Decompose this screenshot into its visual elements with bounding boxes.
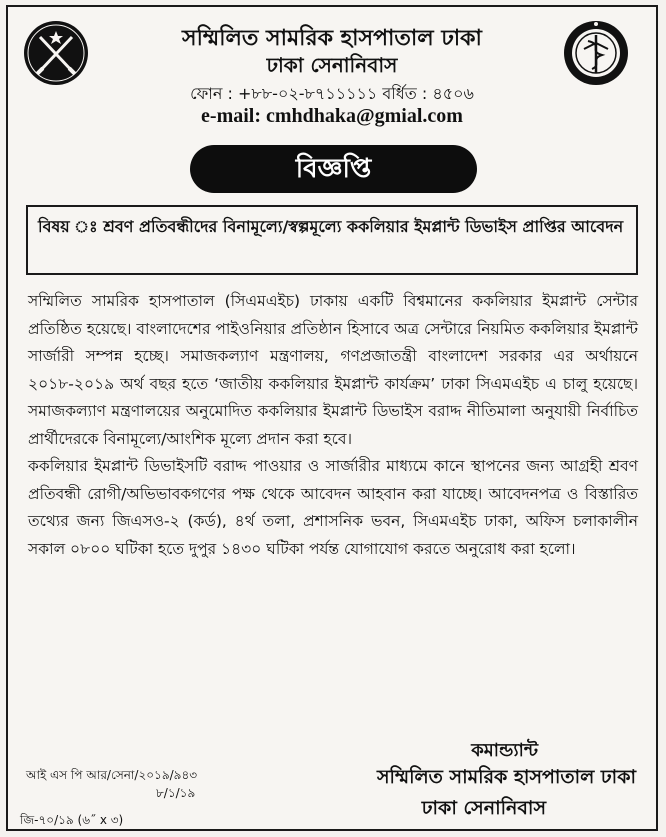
subject-box: বিষয় ঃ শ্রবণ প্রতিবন্ধীদের বিনামূল্যে/স্বল্পমূল্যে ককলিয়ার ইমপ্লান্ট ডিভাইস প্রাপ্তির আবেদন — [26, 205, 638, 275]
header-phone: ফোন : +৮৮-০২-৮৭১১১১১ বর্ধিত : ৪৫০৬ — [190, 84, 474, 103]
notice-body — [28, 288, 638, 563]
header-email: e-mail: cmhdhaka@gmial.com — [201, 105, 463, 127]
signature-location: ঢাকা সেনানিবাস — [421, 797, 546, 819]
reference-date: ৮/১/১৯ — [156, 786, 196, 800]
notice-page — [6, 5, 658, 831]
body-paragraph-1: সম্মিলিত সামরিক হাসপাতাল (সিএমএইচ) ঢাকায় একটি বিশ্বমানের ককলিয়ার ইমপ্লান্ট সেন্টার প্রতিষ্ঠিত হয়েছে। বাংলাদেশের পাইওনিয়ার প্রতিষ্ঠান হিসাবে অত্র সেন্টারে নিয়মিত ককলিয়ার ইমপ্লান্ট সার্জারী সম্পন্ন হচ্ছে। সমাজকল্যাণ মন্ত্রণালয়, গণপ্রজাতন্ত্রী বাংলাদেশ সরকার এর অর্থায়নে ২০১৮-২০১৯ অর্থ বছর হতে ‘জাতীয় ককলিয়ার ইমপ্লান্ট কার্যক্রম’ ঢাকা সিএমএইচ এ চালু হয়েছে। সমাজকল্যাণ মন্ত্রণালয়ের অনুমোদিত ককলিয়ার ইমপ্লান্ট ডিভাইস বরাদ্দ নীতিমালা অনুযায়ী নির্বাচিত প্রার্থীদেরকে বিনামূল্যে/আংশিক মূল্যে প্রদান করা হবে। — [28, 292, 638, 448]
signature-designation: কমান্ড্যান্ট — [471, 740, 538, 761]
header-location: ঢাকা সেনানিবাস — [266, 53, 398, 77]
header-org-name: সম্মিলিত সামরিক হাসপাতাল ঢাকা — [182, 26, 482, 51]
ispr-reference-number: আই এস পি আর/সেনা/২০১৯/৯৪৩ — [26, 768, 198, 782]
notice-title: বিজ্ঞপ্তি — [190, 145, 477, 193]
gd-code: জি-৭০/১৯ (৬˝ x ৩) — [20, 813, 124, 827]
signature-org-name: সম্মিলিত সামরিক হাসপাতাল ঢাকা — [376, 766, 636, 788]
body-paragraph-2: ককলিয়ার ইমপ্লান্ট ডিভাইসটি বরাদ্দ পাওয়ার ও সার্জারীর মাধ্যমে কানে স্থাপনের জন্য আগ্রহী শ্রবণ প্রতিবন্ধী রোগী/অভিভাবকগণের পক্ষ থেকে আবেদন আহবান করা যাচ্ছে। আবেদনপত্র ও বিস্তারিত তথ্যের জন্য জিএসও-২ (কর্ড), ৪র্থ তলা, প্রশাসনিক ভবন, সিএমএইচ ঢাকা, অফিস চলাকালীন সকাল ০৮০০ ঘটিকা হতে দুপুর ১৪৩০ ঘটিকা পর্যন্ত যোগাযোগ করতে অনুরোধ করা হলো। — [28, 457, 638, 558]
